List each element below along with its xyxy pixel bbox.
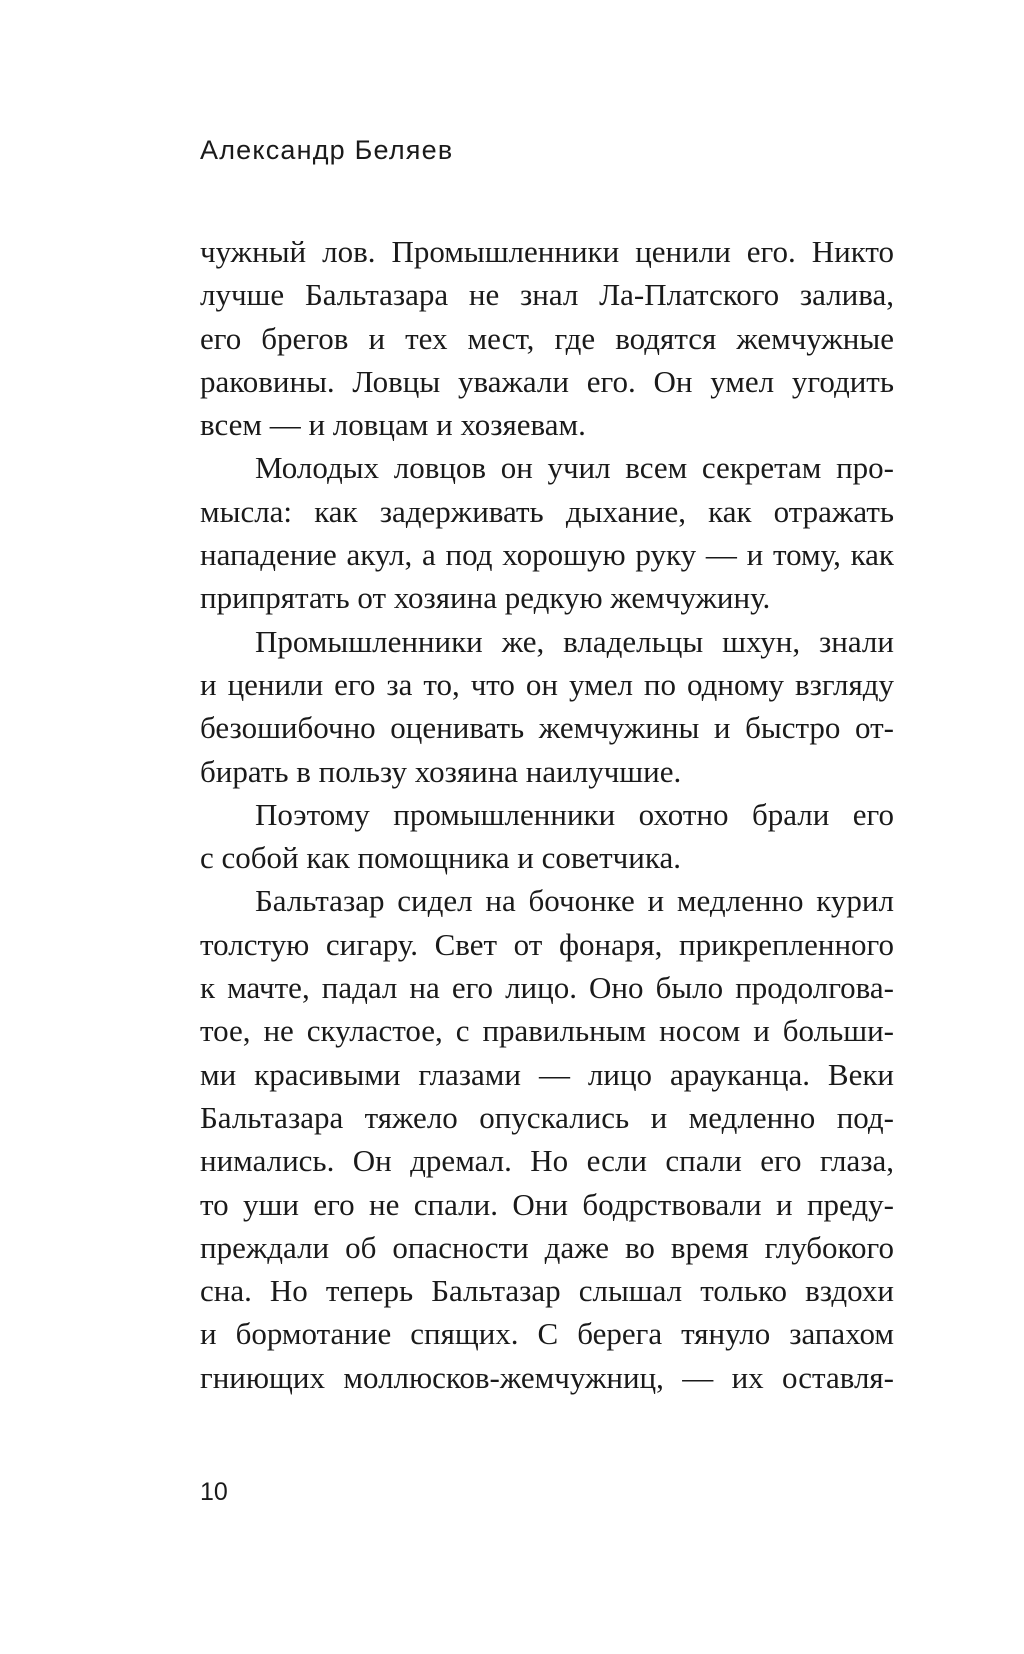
text-line: бирать в пользу хозяина наилучшие. [200,753,682,789]
body-text [200,230,894,1399]
text-line: нападение акул, а под хорошую руку — и тому, как [200,537,894,573]
text-line: чужный лов. Промышленники ценили его. Никто [200,234,894,269]
text-line: его брегов и тех мест, где водятся жемчужные [200,320,894,356]
text-line: к мачте, падал на его лицо. Оно было продолгова- [200,970,894,1006]
text-line: безошибочно оценивать жемчужины и быстро от- [200,710,894,746]
text-line: всем — и ловцам и хозяевам. [200,407,586,443]
text-line: то уши его не спали. Они бодрствовали и преду- [200,1186,894,1222]
text-line: Промышленники же, владельцы шхун, знали [255,623,894,659]
text-line: толстую сигару. Свет от фонаря, прикрепленного [200,926,894,962]
text-line: Бальтазар сидел на бочонке и медленно курил [255,883,894,919]
page-number: 10 [200,1478,228,1506]
text-line: Поэтому промышленники охотно брали его [255,796,894,832]
text-line: Бальтазара тяжело опускались и медленно под- [200,1099,894,1135]
text-line: тое, не скуластое, с правильным носом и больши- [200,1013,894,1049]
text-line: ми красивыми глазами — лицо арауканца. Веки [200,1056,894,1092]
text-line: преждали об опасности даже во время глубокого [200,1229,894,1265]
text-line: мысла: как задерживать дыхание, как отражать [200,493,894,529]
text-line: и бормотание спящих. С берега тянуло запахом [200,1316,894,1352]
text-line: и ценили его за то, что он умел по одному взгляду [200,666,894,702]
running-head-author: Александр Беляев [200,135,454,165]
text-line: лучше Бальтазара не знал Ла-Платского залива, [200,277,894,313]
text-line: раковины. Ловцы уважали его. Он умел угодить [200,363,894,399]
text-line: Молодых ловцов он учил всем секретам про- [255,450,894,486]
text-line: сна. Но теперь Бальтазар слышал только вздохи [200,1273,894,1309]
text-line: гниющих моллюсков-жемчужниц, — их оставля- [200,1359,894,1395]
text-line: с собой как помощника и советчика. [200,840,681,876]
text-line: припрятать от хозяина редкую жемчужину. [200,580,771,616]
text-line: нимались. Он дремал. Но если спали его глаза, [200,1143,894,1179]
